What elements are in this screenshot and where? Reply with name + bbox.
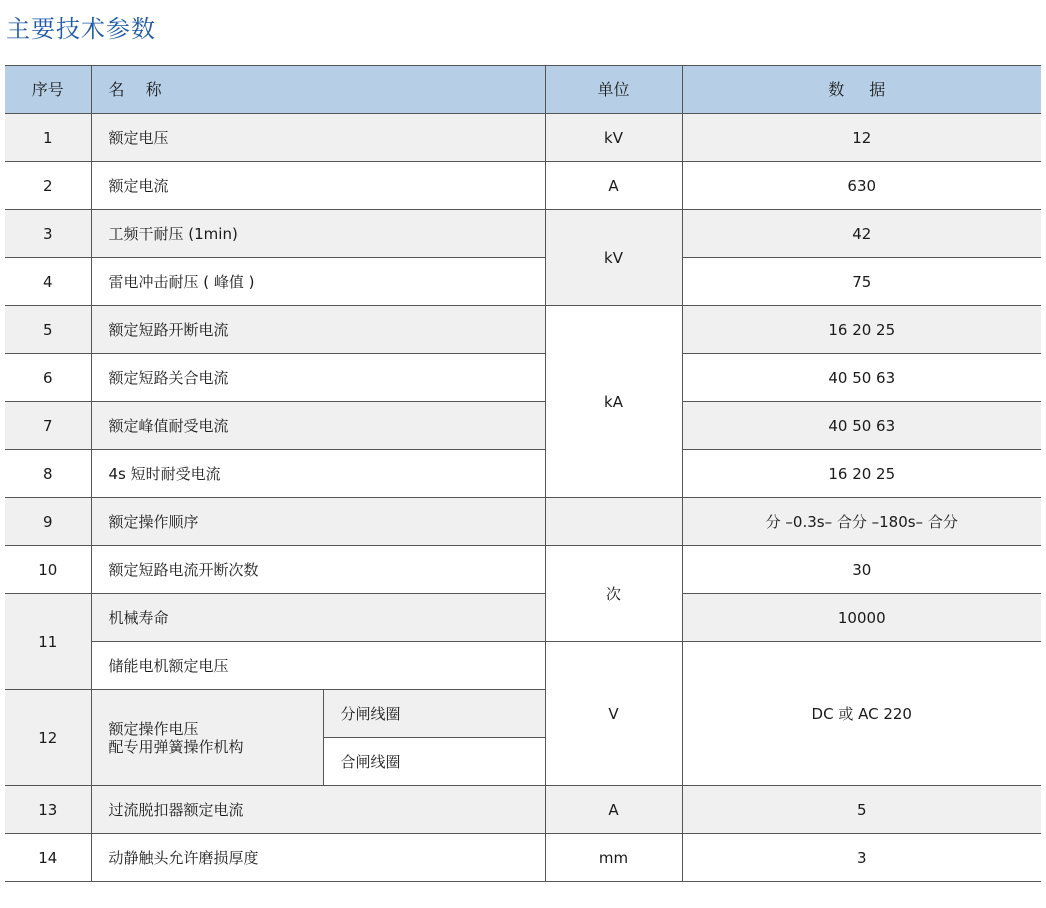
table-row <box>5 642 1041 690</box>
row-name: 雷电冲击耐压 ( 峰值 ) <box>91 258 545 306</box>
row-name: 额定短路电流开断次数 <box>91 546 545 594</box>
table-row <box>5 834 1041 882</box>
row-value: 40 50 63 <box>682 354 1041 402</box>
row-no: 4 <box>5 258 91 306</box>
table-row <box>5 354 1041 402</box>
table-row <box>5 306 1041 354</box>
row-subname: 分闸线圈 <box>323 690 545 738</box>
table-row <box>5 594 1041 642</box>
table-row <box>5 546 1041 594</box>
row-value: 5 <box>682 786 1041 834</box>
row-no: 8 <box>5 450 91 498</box>
row-no: 1 <box>5 114 91 162</box>
row-unit: 次 <box>545 546 682 642</box>
row-value: 12 <box>682 114 1041 162</box>
row-value: 75 <box>682 258 1041 306</box>
row-name: 工频干耐压 (1min) <box>91 210 545 258</box>
header-name: 名 称 <box>91 66 545 114</box>
table-row <box>5 498 1041 546</box>
row-value: 16 20 25 <box>682 450 1041 498</box>
row-value: 10000 <box>682 594 1041 642</box>
row-name: 过流脱扣器额定电流 <box>91 786 545 834</box>
row-unit: kV <box>545 210 682 306</box>
row-no: 14 <box>5 834 91 882</box>
spec-table <box>5 65 1041 882</box>
row-value: DC 或 AC 220 <box>682 642 1041 786</box>
table-header-row <box>5 66 1041 114</box>
row-value: 630 <box>682 162 1041 210</box>
row-value: 16 20 25 <box>682 306 1041 354</box>
row-unit: kA <box>545 306 682 498</box>
row-name: 4s 短时耐受电流 <box>91 450 545 498</box>
row-no: 3 <box>5 210 91 258</box>
header-no: 序号 <box>5 66 91 114</box>
row-name: 额定电压 <box>91 114 545 162</box>
row-name-line1: 额定操作电压 <box>108 719 199 738</box>
table-row <box>5 786 1041 834</box>
header-value: 数 据 <box>682 66 1041 114</box>
row-value: 3 <box>682 834 1041 882</box>
row-unit: V <box>545 642 682 786</box>
row-name: 额定峰值耐受电流 <box>91 402 545 450</box>
row-name-line2: 配专用弹簧操作机构 <box>108 737 244 756</box>
table-row <box>5 210 1041 258</box>
table-row <box>5 114 1041 162</box>
table-row <box>5 258 1041 306</box>
row-no: 2 <box>5 162 91 210</box>
row-value: 分 –0.3s– 合分 –180s– 合分 <box>682 498 1041 546</box>
row-unit: A <box>545 162 682 210</box>
row-no: 6 <box>5 354 91 402</box>
row-subname: 合闸线圈 <box>323 738 545 786</box>
row-name: 储能电机额定电压 <box>91 642 545 690</box>
row-unit: kV <box>545 114 682 162</box>
row-name: 额定操作顺序 <box>91 498 545 546</box>
row-unit: mm <box>545 834 682 882</box>
row-no: 9 <box>5 498 91 546</box>
row-unit <box>545 498 682 546</box>
row-no: 5 <box>5 306 91 354</box>
row-value: 40 50 63 <box>682 402 1041 450</box>
table-row <box>5 402 1041 450</box>
row-name <box>91 690 323 786</box>
row-name: 额定短路关合电流 <box>91 354 545 402</box>
row-no: 13 <box>5 786 91 834</box>
row-name: 动静触头允许磨损厚度 <box>91 834 545 882</box>
row-no: 10 <box>5 546 91 594</box>
table-row <box>5 450 1041 498</box>
row-no: 7 <box>5 402 91 450</box>
row-value: 42 <box>682 210 1041 258</box>
row-no: 11 <box>5 594 91 690</box>
row-name: 机械寿命 <box>91 594 545 642</box>
row-value: 30 <box>682 546 1041 594</box>
row-name: 额定短路开断电流 <box>91 306 545 354</box>
row-name: 额定电流 <box>91 162 545 210</box>
table-row <box>5 162 1041 210</box>
page-title: 主要技术参数 <box>6 15 156 43</box>
header-unit: 单位 <box>545 66 682 114</box>
row-unit: A <box>545 786 682 834</box>
row-no: 12 <box>5 690 91 786</box>
